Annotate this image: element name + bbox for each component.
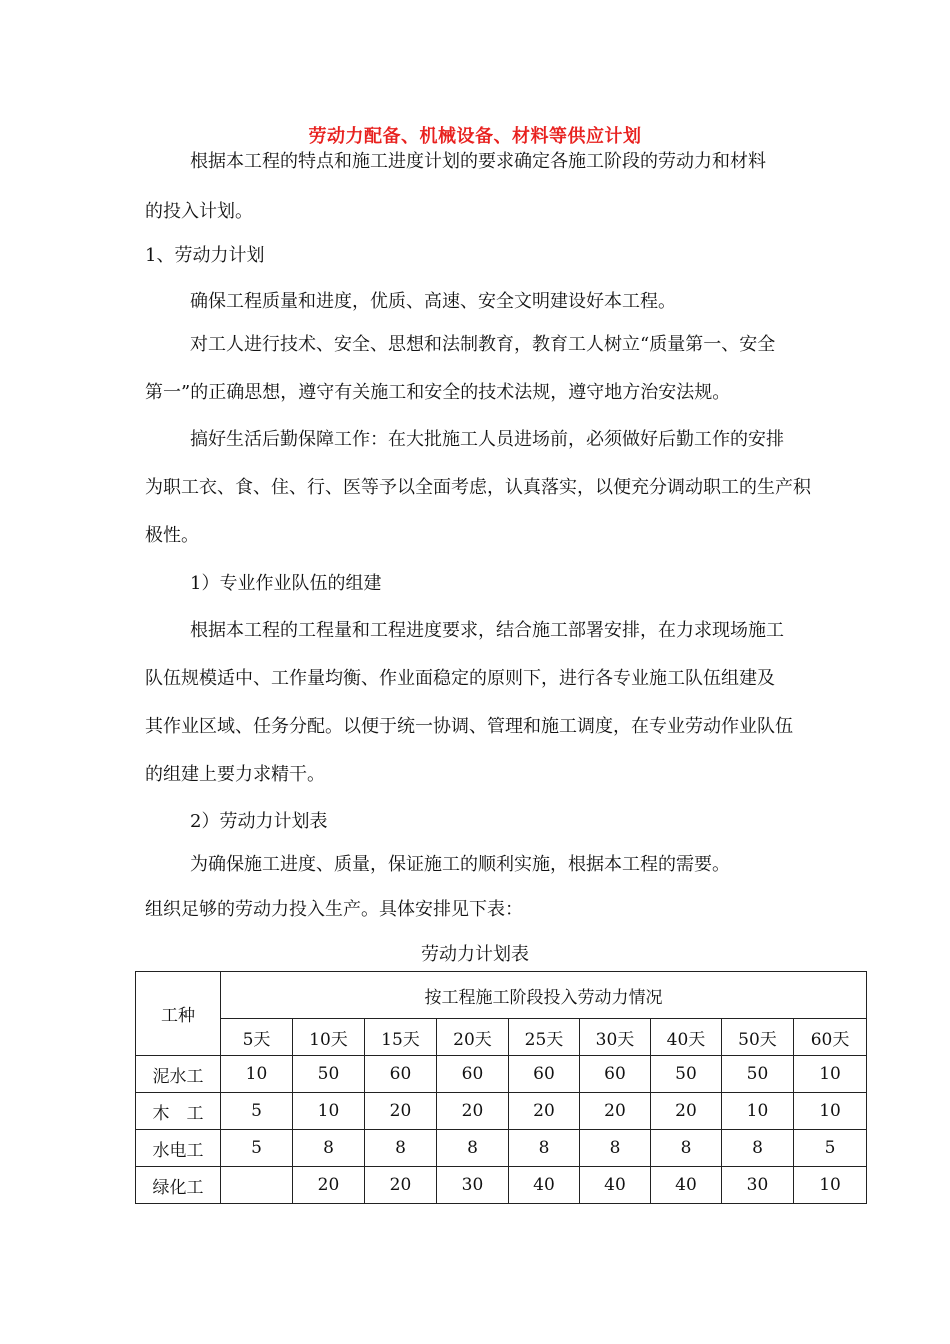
period-header: 10天 xyxy=(293,1019,365,1056)
table-cell: 20 xyxy=(651,1093,722,1130)
table-row xyxy=(136,1167,867,1204)
paragraph-line: 根据本工程的工程量和工程进度要求，结合施工部署安排，在力求现场施工 xyxy=(190,620,784,641)
table-cell: 20 xyxy=(580,1093,651,1130)
table-cell: 50 xyxy=(722,1056,794,1093)
table-caption: 劳动力计划表 xyxy=(421,944,529,965)
table-cell: 20 xyxy=(365,1167,437,1204)
paragraph-line: 的组建上要力求精干。 xyxy=(145,764,325,785)
period-header: 40天 xyxy=(651,1019,722,1056)
paragraph-line: 的投入计划。 xyxy=(145,201,253,222)
work-type-cell: 水电工 xyxy=(136,1130,221,1167)
table-cell: 40 xyxy=(580,1167,651,1204)
labor-plan-table xyxy=(135,971,867,1204)
work-type-cell: 木 工 xyxy=(136,1093,221,1130)
section-heading: 1、劳动力计划 xyxy=(145,245,265,266)
stage-group-header: 按工程施工阶段投入劳动力情况 xyxy=(221,972,867,1019)
table-cell: 20 xyxy=(509,1093,580,1130)
period-header: 50天 xyxy=(722,1019,794,1056)
table-cell: 10 xyxy=(794,1056,867,1093)
table-cell: 40 xyxy=(651,1167,722,1204)
table-row xyxy=(136,1056,867,1093)
table-cell: 60 xyxy=(580,1056,651,1093)
period-header: 25天 xyxy=(509,1019,580,1056)
table-cell: 8 xyxy=(580,1130,651,1167)
table-cell: 20 xyxy=(293,1167,365,1204)
table-row xyxy=(136,1093,867,1130)
paragraph-line: 第一”的正确思想，遵守有关施工和安全的技术法规，遵守地方治安法规。 xyxy=(145,382,731,403)
paragraph-line: 队伍规模适中、工作量均衡、作业面稳定的原则下，进行各专业施工队伍组建及 xyxy=(145,668,775,689)
table-cell: 10 xyxy=(722,1093,794,1130)
document-title: 劳动力配备、机械设备、材料等供应计划 xyxy=(308,126,642,147)
table-cell: 8 xyxy=(365,1130,437,1167)
period-header: 5天 xyxy=(221,1019,293,1056)
table-cell: 5 xyxy=(221,1130,293,1167)
table-cell: 8 xyxy=(437,1130,509,1167)
table-cell: 60 xyxy=(437,1056,509,1093)
paragraph-line: 为确保施工进度、质量，保证施工的顺利实施，根据本工程的需要。 xyxy=(190,854,730,875)
table-cell: 8 xyxy=(293,1130,365,1167)
table-cell: 8 xyxy=(509,1130,580,1167)
period-header: 30天 xyxy=(580,1019,651,1056)
table-cell: 50 xyxy=(651,1056,722,1093)
table-cell xyxy=(221,1167,293,1204)
table-row xyxy=(136,1130,867,1167)
work-type-cell: 绿化工 xyxy=(136,1167,221,1204)
table-cell: 50 xyxy=(293,1056,365,1093)
table-cell: 10 xyxy=(221,1056,293,1093)
subsection-heading: 1）专业作业队伍的组建 xyxy=(190,573,382,594)
work-type-cell: 泥水工 xyxy=(136,1056,221,1093)
paragraph-line: 对工人进行技术、安全、思想和法制教育，教育工人树立“质量第一、安全 xyxy=(190,334,776,355)
paragraph-line: 搞好生活后勤保障工作：在大批施工人员进场前，必须做好后勤工作的安排 xyxy=(190,429,784,450)
table-cell: 10 xyxy=(794,1093,867,1130)
table-cell: 8 xyxy=(722,1130,794,1167)
table-cell: 8 xyxy=(651,1130,722,1167)
period-header: 20天 xyxy=(437,1019,509,1056)
paragraph-line: 极性。 xyxy=(145,525,199,546)
work-type-header: 工种 xyxy=(136,972,221,1056)
period-header: 60天 xyxy=(794,1019,867,1056)
table-cell: 30 xyxy=(437,1167,509,1204)
table-cell: 60 xyxy=(365,1056,437,1093)
table-cell: 10 xyxy=(293,1093,365,1130)
table-cell: 5 xyxy=(221,1093,293,1130)
table-cell: 40 xyxy=(509,1167,580,1204)
table-cell: 20 xyxy=(437,1093,509,1130)
table-cell: 10 xyxy=(794,1167,867,1204)
subsection-heading: 2）劳动力计划表 xyxy=(190,811,328,832)
table-cell: 60 xyxy=(509,1056,580,1093)
paragraph-line: 确保工程质量和进度，优质、高速、安全文明建设好本工程。 xyxy=(190,291,676,312)
paragraph-line: 组织足够的劳动力投入生产。具体安排见下表： xyxy=(145,899,523,920)
table-cell: 30 xyxy=(722,1167,794,1204)
paragraph-line: 为职工衣、食、住、行、医等予以全面考虑，认真落实，以便充分调动职工的生产积 xyxy=(145,477,811,498)
paragraph-line: 根据本工程的特点和施工进度计划的要求确定各施工阶段的劳动力和材料 xyxy=(190,151,766,172)
period-header: 15天 xyxy=(365,1019,437,1056)
table-cell: 20 xyxy=(365,1093,437,1130)
table-cell: 5 xyxy=(794,1130,867,1167)
paragraph-line: 其作业区域、任务分配。以便于统一协调、管理和施工调度，在专业劳动作业队伍 xyxy=(145,716,793,737)
